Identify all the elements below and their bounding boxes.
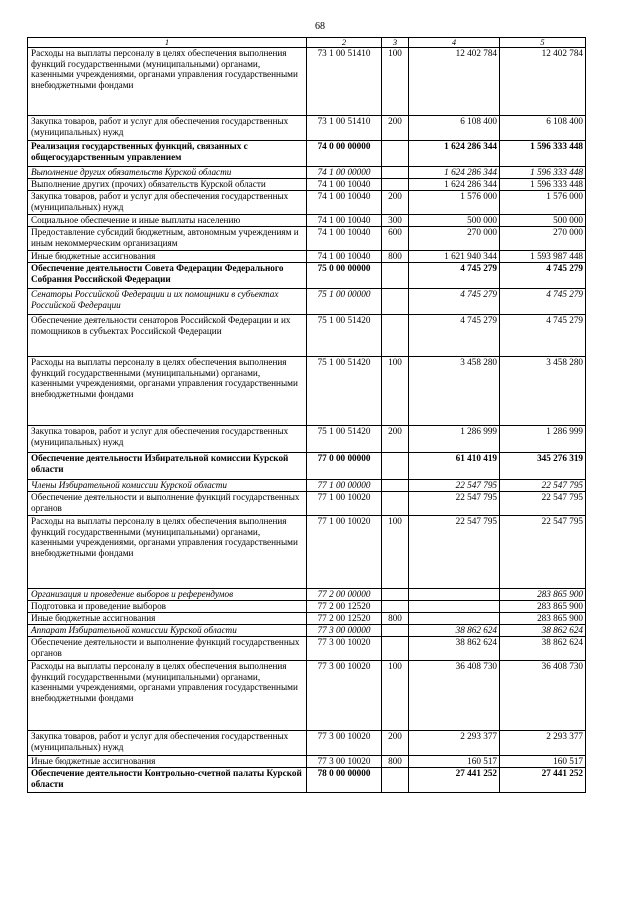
row-value-col4: 1 576 000 (409, 191, 500, 215)
row-value-col4: 160 517 (409, 756, 500, 768)
row-value-col4: 12 402 784 (409, 48, 500, 116)
row-name: Закупка товаров, работ и услуг для обеспечения государственных (муниципальных) нужд (28, 426, 307, 453)
header-col-3: 3 (382, 38, 409, 48)
row-code: 78 0 00 00000 (307, 768, 382, 793)
header-col-4: 4 (409, 38, 500, 48)
row-expense-type (382, 768, 409, 793)
row-value-col5: 345 276 319 (500, 453, 586, 480)
row-value-col4: 38 862 624 (409, 625, 500, 637)
row-name: Обеспечение деятельности Совета Федерации Федерального Собрания Российской Федерации (28, 263, 307, 289)
row-name: Расходы на выплаты персоналу в целях обеспечения выполнения функций государственными (муниципальными) органами, казенными учреждениями, органами управления государственными внебюджетными фондами (28, 357, 307, 426)
table-row (28, 263, 586, 289)
row-code: 73 1 00 51410 (307, 48, 382, 116)
row-value-col5: 1 596 333 448 (500, 141, 586, 167)
row-code: 77 2 00 00000 (307, 589, 382, 601)
table-row (28, 227, 586, 251)
table-row (28, 453, 586, 480)
row-name: Обеспечение деятельности Избирательной комиссии Курской области (28, 453, 307, 480)
row-code: 75 1 00 51420 (307, 315, 382, 357)
row-value-col5: 1 596 333 448 (500, 179, 586, 191)
row-expense-type: 800 (382, 251, 409, 263)
row-expense-type: 800 (382, 756, 409, 768)
row-name: Расходы на выплаты персоналу в целях обеспечения выполнения функций государственными (муниципальными) органами, казенными учреждениями, органами управления государственными внебюджетными фондами (28, 661, 307, 731)
table-row (28, 48, 586, 116)
row-value-col4: 27 441 252 (409, 768, 500, 793)
row-name: Обеспечение деятельности Контрольно-счетной палаты Курской области (28, 768, 307, 793)
table-row (28, 141, 586, 167)
row-value-col5: 4 745 279 (500, 289, 586, 315)
row-code: 74 1 00 10040 (307, 215, 382, 227)
row-value-col5: 22 547 795 (500, 480, 586, 492)
row-code: 77 2 00 12520 (307, 601, 382, 613)
row-name: Организация и проведение выборов и референдумов (28, 589, 307, 601)
row-value-col5: 283 865 900 (500, 589, 586, 601)
row-value-col5: 27 441 252 (500, 768, 586, 793)
row-value-col4: 4 745 279 (409, 263, 500, 289)
row-name: Расходы на выплаты персоналу в целях обеспечения выполнения функций государственными (муниципальными) органами, казенными учреждениями, органами управления государственными внебюджетными фондами (28, 48, 307, 116)
row-expense-type (382, 625, 409, 637)
row-name: Закупка товаров, работ и услуг для обеспечения государственных (муниципальных) нужд (28, 731, 307, 756)
budget-table (27, 37, 586, 793)
row-code: 77 3 00 10020 (307, 637, 382, 661)
row-value-col5: 500 000 (500, 215, 586, 227)
row-value-col4: 6 108 400 (409, 116, 500, 141)
row-expense-type: 200 (382, 731, 409, 756)
row-name: Предоставление субсидий бюджетным, автономным учреждениям и иным некоммерческим организациям (28, 227, 307, 251)
table-row (28, 756, 586, 768)
row-code: 77 1 00 10020 (307, 492, 382, 516)
row-value-col5: 22 547 795 (500, 516, 586, 589)
row-expense-type (382, 637, 409, 661)
row-expense-type: 200 (382, 426, 409, 453)
row-value-col4 (409, 589, 500, 601)
row-value-col4: 1 624 286 344 (409, 179, 500, 191)
row-value-col4: 1 624 286 344 (409, 141, 500, 167)
table-row (28, 116, 586, 141)
row-value-col4: 3 458 280 (409, 357, 500, 426)
table-row (28, 191, 586, 215)
table-row (28, 613, 586, 625)
row-value-col5: 283 865 900 (500, 601, 586, 613)
row-name: Социальное обеспечение и иные выплаты населению (28, 215, 307, 227)
row-value-col5: 1 576 000 (500, 191, 586, 215)
table-row (28, 167, 586, 179)
row-value-col4 (409, 601, 500, 613)
row-name: Расходы на выплаты персоналу в целях обеспечения выполнения функций государственными (муниципальными) органами, казенными учреждениями, органами управления государственными внебюджетными фондами (28, 516, 307, 589)
row-expense-type (382, 453, 409, 480)
row-value-col4: 22 547 795 (409, 492, 500, 516)
row-expense-type: 300 (382, 215, 409, 227)
row-name: Сенаторы Российской Федерации и их помощники в субъектах Российской Федерации (28, 289, 307, 315)
row-code: 74 1 00 10040 (307, 191, 382, 215)
row-code: 74 1 00 00000 (307, 167, 382, 179)
row-expense-type: 100 (382, 661, 409, 731)
header-col-2: 2 (307, 38, 382, 48)
header-row (28, 38, 586, 48)
page-number: 68 (315, 21, 325, 32)
table-row (28, 179, 586, 191)
row-name: Иные бюджетные ассигнования (28, 251, 307, 263)
row-expense-type: 100 (382, 516, 409, 589)
row-expense-type: 100 (382, 357, 409, 426)
row-name: Выполнение других (прочих) обязательств Курской области (28, 179, 307, 191)
row-value-col4: 22 547 795 (409, 516, 500, 589)
row-code: 77 3 00 10020 (307, 661, 382, 731)
row-code: 77 3 00 10020 (307, 731, 382, 756)
row-expense-type (382, 601, 409, 613)
row-value-col5: 283 865 900 (500, 613, 586, 625)
row-expense-type (382, 263, 409, 289)
row-code: 77 3 00 00000 (307, 625, 382, 637)
row-value-col5: 270 000 (500, 227, 586, 251)
table-row (28, 625, 586, 637)
row-value-col4: 500 000 (409, 215, 500, 227)
row-name: Иные бюджетные ассигнования (28, 613, 307, 625)
table-row (28, 357, 586, 426)
row-expense-type (382, 315, 409, 357)
row-expense-type (382, 289, 409, 315)
table-row (28, 426, 586, 453)
row-expense-type (382, 589, 409, 601)
table-row (28, 215, 586, 227)
row-name: Реализация государственных функций, связанных с общегосударственным управлением (28, 141, 307, 167)
table-row (28, 731, 586, 756)
row-value-col5: 38 862 624 (500, 637, 586, 661)
header-col-5: 5 (500, 38, 586, 48)
table-row (28, 661, 586, 731)
row-expense-type (382, 492, 409, 516)
row-code: 75 1 00 51420 (307, 357, 382, 426)
table-row (28, 315, 586, 357)
row-code: 77 3 00 10020 (307, 756, 382, 768)
row-expense-type (382, 141, 409, 167)
row-code: 74 1 00 10040 (307, 251, 382, 263)
row-name: Закупка товаров, работ и услуг для обеспечения государственных (муниципальных) нужд (28, 116, 307, 141)
row-value-col4: 1 286 999 (409, 426, 500, 453)
row-expense-type: 100 (382, 48, 409, 116)
row-code: 74 0 00 00000 (307, 141, 382, 167)
row-value-col4: 61 410 419 (409, 453, 500, 480)
row-name: Обеспечение деятельности и выполнение функций государственных органов (28, 637, 307, 661)
row-expense-type (382, 480, 409, 492)
table-row (28, 589, 586, 601)
row-name: Подготовка и проведение выборов (28, 601, 307, 613)
header-col-1: 1 (28, 38, 307, 48)
row-value-col4: 38 862 624 (409, 637, 500, 661)
row-expense-type (382, 167, 409, 179)
row-value-col4: 36 408 730 (409, 661, 500, 731)
row-value-col4: 1 621 940 344 (409, 251, 500, 263)
row-code: 77 1 00 00000 (307, 480, 382, 492)
row-value-col5: 6 108 400 (500, 116, 586, 141)
row-code: 77 0 00 00000 (307, 453, 382, 480)
row-value-col4: 270 000 (409, 227, 500, 251)
row-value-col4: 22 547 795 (409, 480, 500, 492)
row-value-col5: 1 286 999 (500, 426, 586, 453)
row-value-col5: 4 745 279 (500, 263, 586, 289)
row-value-col5: 160 517 (500, 756, 586, 768)
table-row (28, 251, 586, 263)
row-code: 75 1 00 00000 (307, 289, 382, 315)
row-name: Обеспечение деятельности сенаторов Российской Федерации и их помощников в субъектах Российской Федерации (28, 315, 307, 357)
table-row (28, 516, 586, 589)
row-name: Иные бюджетные ассигнования (28, 756, 307, 768)
row-code: 75 1 00 51420 (307, 426, 382, 453)
row-value-col5: 36 408 730 (500, 661, 586, 731)
row-value-col5: 22 547 795 (500, 492, 586, 516)
row-value-col4: 2 293 377 (409, 731, 500, 756)
row-value-col5: 38 862 624 (500, 625, 586, 637)
row-code: 73 1 00 51410 (307, 116, 382, 141)
table-row (28, 289, 586, 315)
table-row (28, 480, 586, 492)
row-name: Выполнение других обязательств Курской области (28, 167, 307, 179)
row-code: 77 2 00 12520 (307, 613, 382, 625)
row-name: Члены Избирательной комиссии Курской области (28, 480, 307, 492)
row-expense-type: 200 (382, 191, 409, 215)
table-row (28, 601, 586, 613)
row-code: 75 0 00 00000 (307, 263, 382, 289)
row-value-col5: 2 293 377 (500, 731, 586, 756)
row-value-col5: 1 596 333 448 (500, 167, 586, 179)
row-code: 74 1 00 10040 (307, 179, 382, 191)
row-expense-type: 800 (382, 613, 409, 625)
row-expense-type (382, 179, 409, 191)
table-row (28, 492, 586, 516)
row-name: Аппарат Избирательной комиссии Курской области (28, 625, 307, 637)
row-name: Обеспечение деятельности и выполнение функций государственных органов (28, 492, 307, 516)
row-expense-type: 600 (382, 227, 409, 251)
row-value-col5: 4 745 279 (500, 315, 586, 357)
row-value-col4: 1 624 286 344 (409, 167, 500, 179)
table-row (28, 768, 586, 793)
table-row (28, 637, 586, 661)
row-value-col5: 3 458 280 (500, 357, 586, 426)
row-expense-type: 200 (382, 116, 409, 141)
row-value-col4: 4 745 279 (409, 315, 500, 357)
row-name: Закупка товаров, работ и услуг для обеспечения государственных (муниципальных) нужд (28, 191, 307, 215)
row-value-col4 (409, 613, 500, 625)
row-code: 74 1 00 10040 (307, 227, 382, 251)
row-value-col5: 1 593 987 448 (500, 251, 586, 263)
row-value-col4: 4 745 279 (409, 289, 500, 315)
row-code: 77 1 00 10020 (307, 516, 382, 589)
row-value-col5: 12 402 784 (500, 48, 586, 116)
